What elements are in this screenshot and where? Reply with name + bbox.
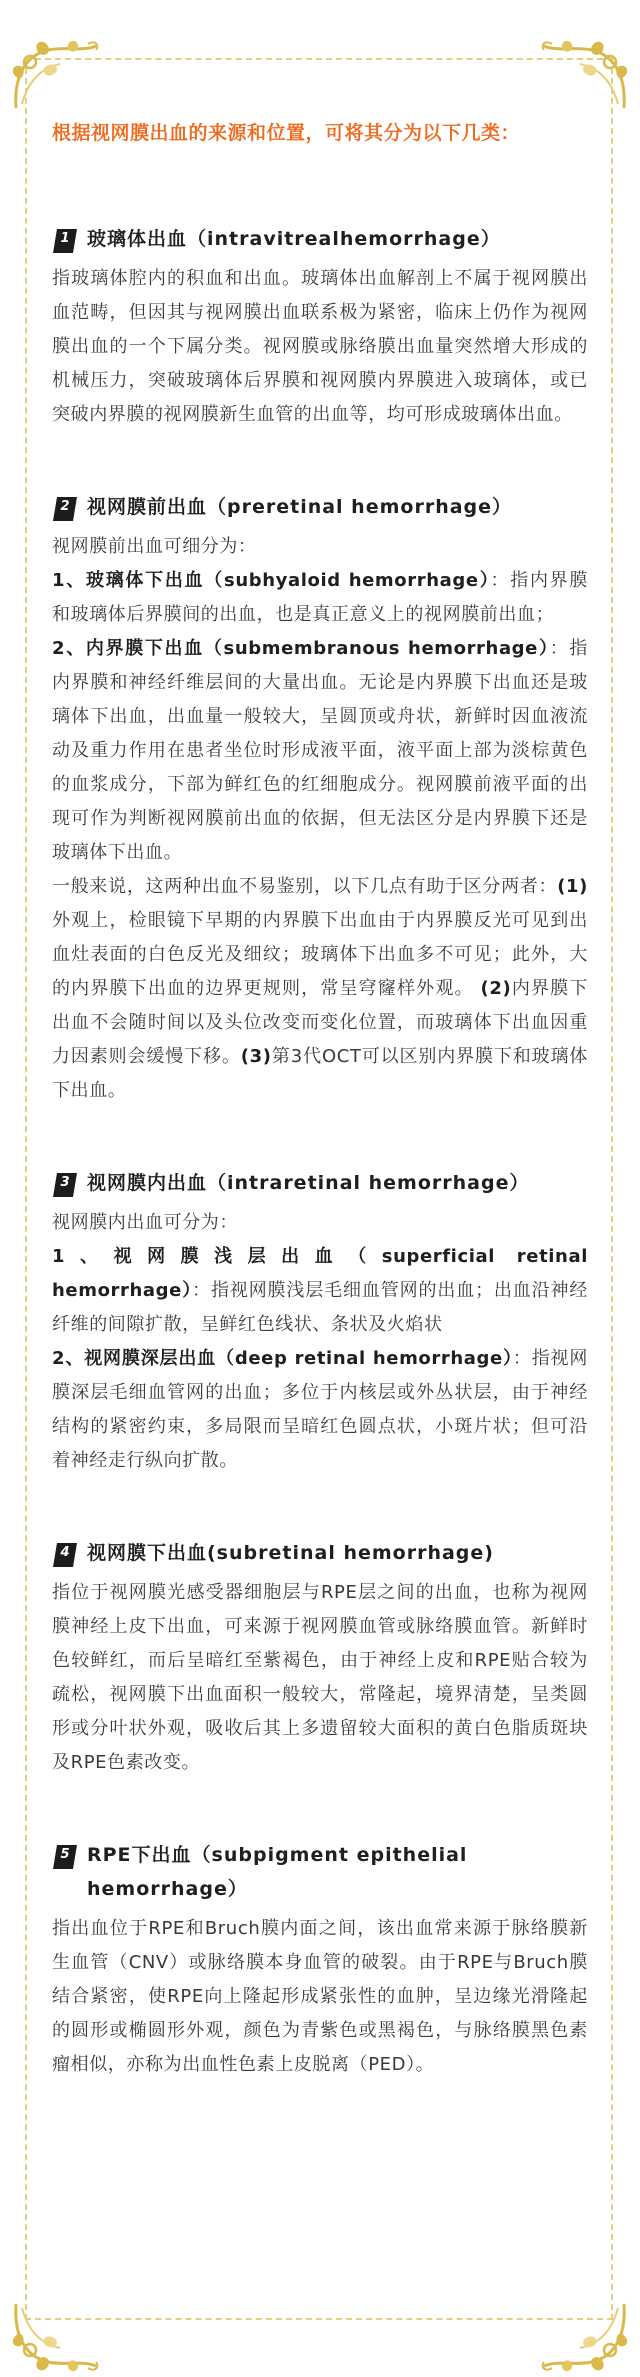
number-badge-icon <box>52 496 78 522</box>
differentiation-paragraph <box>52 870 588 1108</box>
paragraph-text: 外观上，检眼镜下早期的内界膜下出血由于内界膜反光可见到出血灶表面的白色反光及细纹；玻璃体下出血多不可见；此外，大的内界膜下出血的边界更规则，常呈穹窿样外观。 <box>52 910 588 999</box>
section-subretinal-hemorrhage <box>52 1536 588 1780</box>
section-title: 视网膜下出血(subretinal hemorrhage) <box>87 1542 494 1564</box>
number-badge-icon <box>52 1172 78 1198</box>
section-paragraph: 指玻璃体腔内的积血和出血。玻璃体出血解剖上不属于视网膜出血范畴，但因其与视网膜出血联系极为紧密，临床上仍作为视网膜出血的一个下属分类。视网膜或脉络膜出血量突然增大形成的机械压力，突破玻璃体后界膜和视网膜内界膜进入玻璃体，或已突破内界膜的视网膜新生血管的出血等，均可形成玻璃体出血。 <box>52 268 588 425</box>
section-heading <box>52 490 588 524</box>
gold-flourish-corner-icon <box>8 2298 104 2374</box>
point-marker: (2) <box>480 978 512 999</box>
subtype-paragraph <box>52 1240 588 1342</box>
subtype-paragraph <box>52 632 588 870</box>
section-vitreous-hemorrhage <box>52 222 588 432</box>
section-title: 玻璃体出血（intravitrealhemorrhage） <box>87 228 501 250</box>
section-heading <box>52 222 588 256</box>
point-marker: (3) <box>240 1046 272 1067</box>
paragraph-text: 一般来说，这两种出血不易鉴别，以下几点有助于区分两者： <box>52 876 558 897</box>
section-paragraph: 视网膜内出血可分为： <box>52 1212 238 1233</box>
section-intraretinal-hemorrhage <box>52 1166 588 1478</box>
subtype-paragraph <box>52 564 588 632</box>
number-badge-label: 1 <box>60 231 70 246</box>
subtype-text: ：指视网膜浅层毛细血管网的出血；出血沿神经纤维的间隙扩散，呈鲜红色线状、条状及火焰状 <box>52 1280 588 1335</box>
subtype-title: 2、视网膜深层出血（deep retinal hemorrhage） <box>52 1348 513 1369</box>
number-badge-label: 3 <box>60 1175 70 1190</box>
gold-flourish-corner-icon <box>8 38 104 114</box>
gold-flourish-corner-icon <box>536 38 632 114</box>
paragraph-text: 第3代OCT可以区别内界膜下和玻璃体下出血。 <box>52 1046 589 1101</box>
paragraph-text: 内界膜下出血不会随时间以及头位改变而变化位置，而玻璃体下出血因重力因素则会缓慢下移。 <box>52 978 588 1067</box>
section-paragraph: 指位于视网膜光感受器细胞层与RPE层之间的出血，也称为视网膜神经上皮下出血，可来源于视网膜血管或脉络膜血管。新鲜时色较鲜红，而后呈暗红至紫褐色，由于神经上皮和RPE贴合较为疏松，视网膜下出血面积一般较大，常隆起，境界清楚，呈类圆形或分叶状外观，吸收后其上多遗留较大面积的黄白色脂质斑块及RPE色素改变。 <box>52 1582 588 1773</box>
point-marker: (1) <box>557 876 588 897</box>
section-title: 视网膜内出血（intraretinal hemorrhage） <box>87 1172 530 1194</box>
subtype-text: ：指内界膜和神经纤维层间的大量出血。无论是内界膜下出血还是玻璃体下出血，出血量一般较大，呈圆顶或舟状，新鲜时因血液流动及重力作用在患者坐位时形成液平面，液平面上部为淡棕黄色的血浆成分，下部为鲜红色的红细胞成分。视网膜前液平面的出现可作为判断视网膜前出血的依据，但无法区分是内界膜下还是玻璃体下出血。 <box>52 638 588 863</box>
number-badge-icon <box>52 1542 78 1568</box>
number-badge-label: 4 <box>60 1545 70 1560</box>
intro-heading: 根据视网膜出血的来源和位置，可将其分为以下几类： <box>52 122 521 144</box>
subtype-title: 2、内界膜下出血（submembranous hemorrhage） <box>52 638 550 659</box>
subtype-paragraph <box>52 1342 588 1478</box>
subtype-text: ：指内界膜和玻璃体后界膜间的出血，也是真正意义上的视网膜前出血； <box>52 570 589 625</box>
section-sub-rpe-hemorrhage <box>52 1838 588 2082</box>
section-paragraph: 指出血位于RPE和Bruch膜内面之间，该出血常来源于脉络膜新生血管（CNV）或脉络膜本身血管的破裂。由于RPE与Bruch膜结合紧密，使RPE向上隆起形成紧张性的血肿，呈边缘光滑隆起的圆形或椭圆形外观，颜色为青紫色或黑褐色，与脉络膜黑色素瘤相似，亦称为出血性色素上皮脱离（PED）。 <box>52 1918 588 2075</box>
article-body <box>52 118 588 2140</box>
subtype-text: ：指视网膜深层毛细血管网的出血；多位于内核层或外丛状层，由于神经结构的紧密约束，多局限而呈暗红色圆点状，小斑片状；但可沿着神经走行纵向扩散。 <box>52 1348 588 1471</box>
section-paragraph: 视网膜前出血可细分为： <box>52 536 257 557</box>
number-badge-icon <box>52 1844 78 1870</box>
subtype-title: 1、视网膜浅层出血（superficial retinal hemorrhage） <box>52 1246 588 1301</box>
gold-flourish-corner-icon <box>536 2298 632 2374</box>
section-preretinal-hemorrhage <box>52 490 588 1108</box>
number-badge-label: 2 <box>60 499 70 514</box>
number-badge-label: 5 <box>60 1847 70 1862</box>
section-title: RPE下出血（subpigment epithelial hemorrhage） <box>87 1844 468 1900</box>
number-badge-icon <box>52 228 78 254</box>
section-heading <box>52 1166 588 1200</box>
subtype-title: 1、玻璃体下出血（subhyaloid hemorrhage） <box>52 570 491 591</box>
section-heading <box>52 1536 588 1570</box>
section-title: 视网膜前出血（preretinal hemorrhage） <box>87 496 513 518</box>
section-heading <box>52 1838 588 1906</box>
